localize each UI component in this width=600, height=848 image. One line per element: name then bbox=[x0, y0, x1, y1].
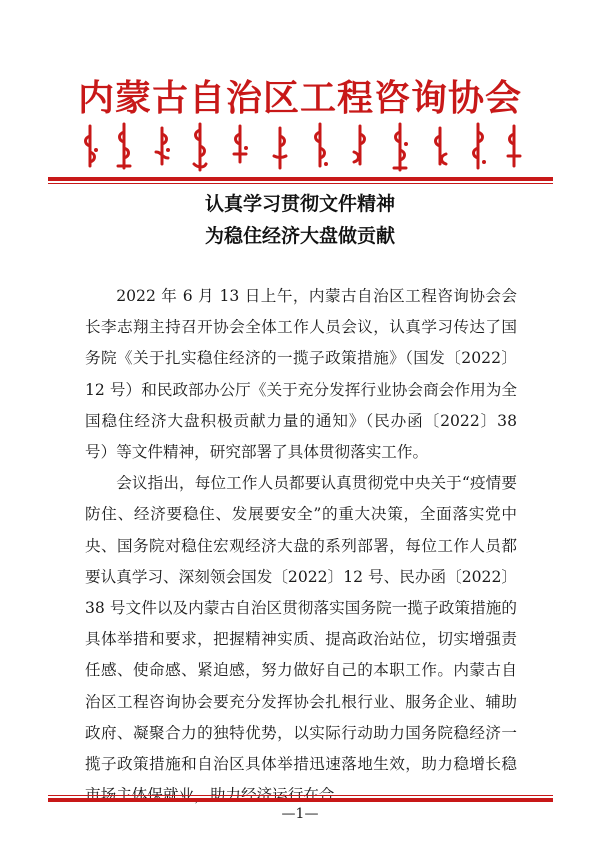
paragraph-1: 2022 年 6 月 13 日上午，内蒙古自治区工程咨询协会会长李志翔主持召开协会全体工作人员会议，认真学习传达了国务院《关于扎实稳住经济的一揽子政策措施》（国发〔2022〕12 号）和民政部办公厅《关于充分发挥行业协会商会作用为全国稳住经济大盘积极贡献力量的通知》（民办函〔2022〕38 号）等文件精神，研究部署了具体贯彻落实工作。 bbox=[85, 287, 517, 462]
organization-title: 内蒙古自治区工程咨询协会 bbox=[77, 77, 522, 119]
header-rule-thick bbox=[48, 177, 553, 181]
paragraph-2: 会议指出，每位工作人员都要认真贯彻党中央关于“疫情要防住、经济要稳住、发展要安全”的重大决策，全面落实党中央、国务院对稳住宏观经济大盘的系列部署，每位工作人员都要认真学习、深刻领会国发〔2022〕12 号、民办函〔2022〕38 号文件以及内蒙古自治区贯彻落实国务院一揽子政策措施的具体举措和要求，把握精神实质、提高政治站位，切实增强责任感、使命感、紧迫感，努力做好自己的本职工作。内蒙古自治区工程咨询协会要充分发挥协会扎根行业、服务企业、辅助政府、凝聚合力的独特优势，以实际行动助力国务院稳经济一揽子政策措施和自治区具体举措迅速落地生效，助力稳增长稳 bbox=[85, 474, 517, 774]
footer-rule-thick bbox=[48, 798, 553, 802]
document-title-line-1: 认真学习贯彻文件精神 bbox=[204, 193, 395, 215]
mongolian-script-icon bbox=[80, 122, 525, 174]
document-title-line-2: 为稳住经济大盘做贡献 bbox=[204, 225, 395, 247]
page-number: —1— bbox=[281, 806, 319, 822]
article-body bbox=[85, 281, 517, 811]
footer-rule-thin bbox=[48, 795, 553, 796]
header-rule-thin bbox=[48, 183, 553, 184]
